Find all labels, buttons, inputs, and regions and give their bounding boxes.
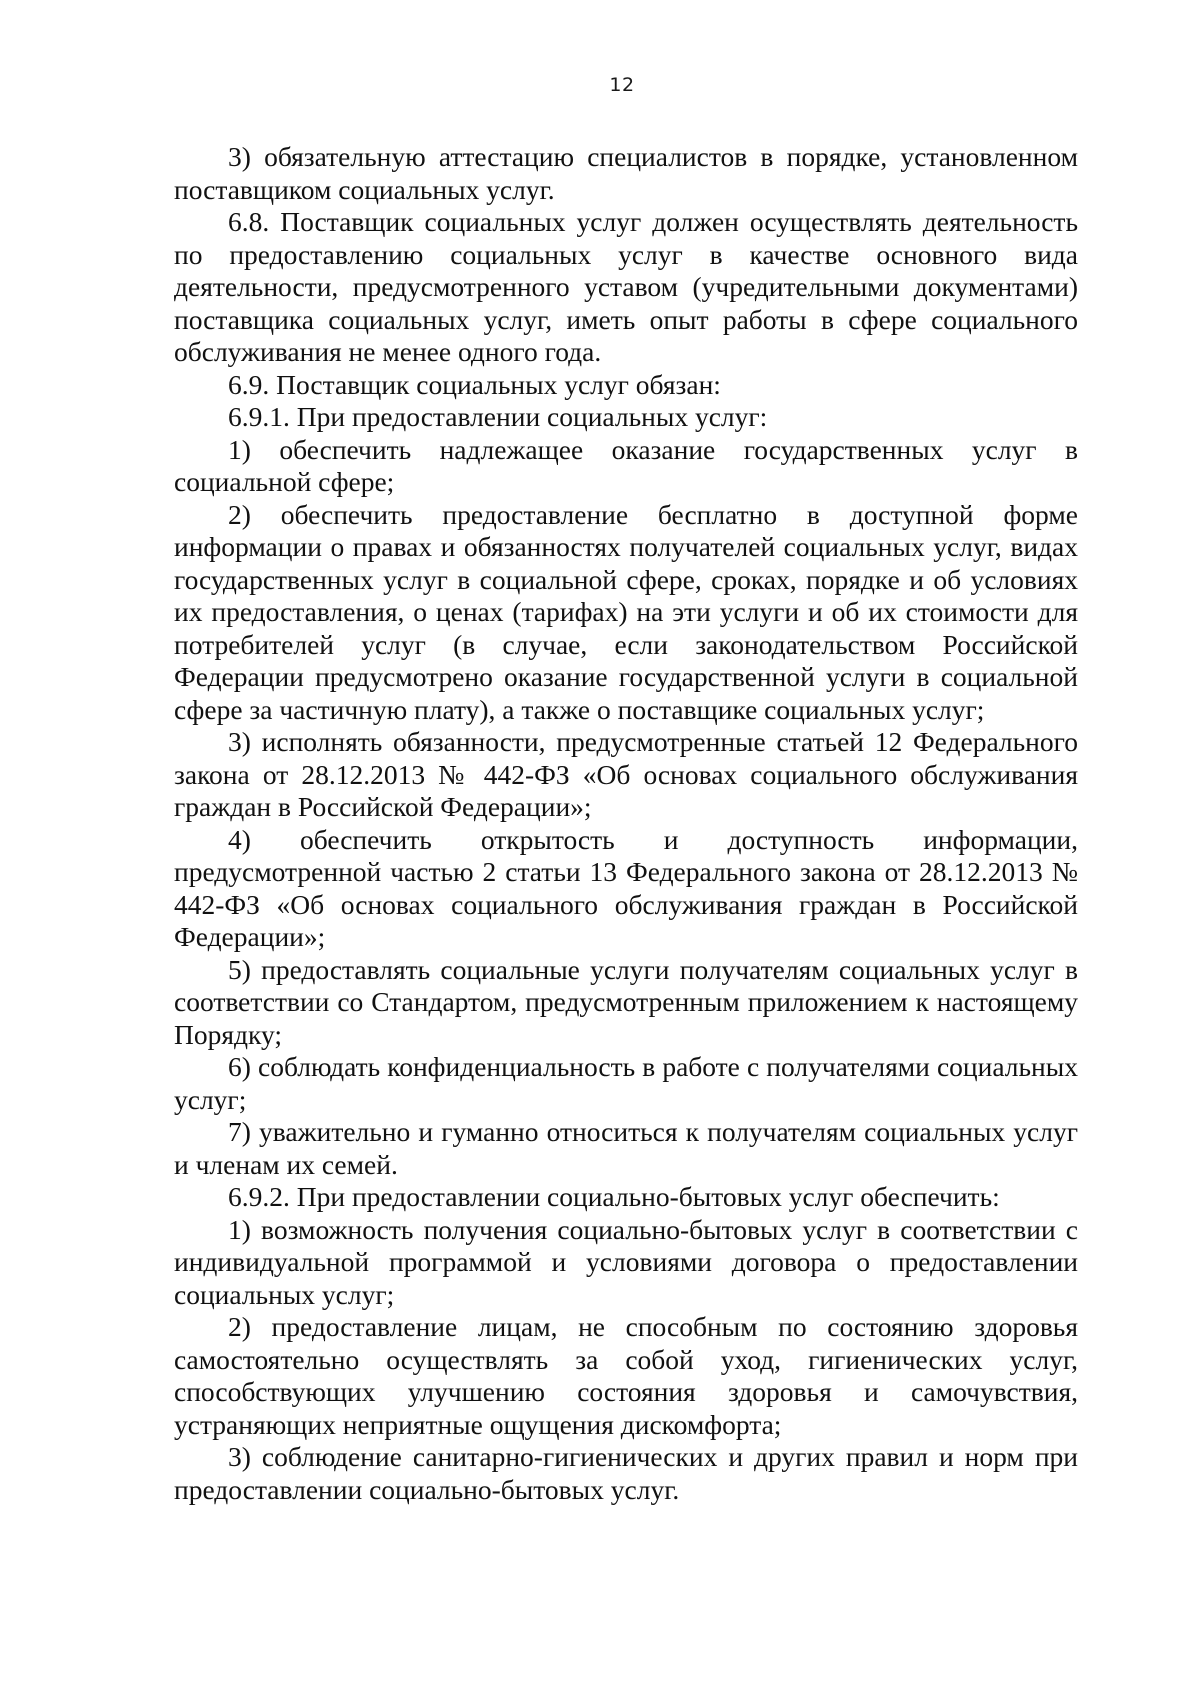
paragraph-6-9-1-item-4: 4) обеспечить открытость и доступность информации, предусмотренной частью 2 статьи 13 Федерального закона от 28.12.2013 № 442-ФЗ «Об основах социального обслуживания граждан в Российской Федерации»; [174, 823, 1078, 952]
paragraph-6-9-1: 6.9.1. При предоставлении социальных услуг: [228, 401, 768, 432]
paragraph-6-9-1-item-1: 1) обеспечить надлежащее оказание государственных услуг в социальной сфере; [174, 433, 1078, 497]
paragraph-6-9: 6.9. Поставщик социальных услуг обязан: [228, 368, 721, 400]
paragraph-6-8: 6.8. Поставщик социальных услуг должен осуществлять деятельность по предоставлению социальных услуг в качестве основного вида деятельности, предусмотренного уставом (учредительными документами) поставщика социальных услуг, иметь опыт работы в сфере социального обслуживания не менее одного года. [174, 206, 1078, 367]
paragraph-6-9-2: 6.9.2. При предоставлении социально-бытовых услуг обеспечить: [228, 1181, 1000, 1212]
paragraph-6-9-2-item-2: 2) предоставление лицам, не способным по состоянию здоровья самостоятельно осуществлять за собой уход, гигиенических услуг, способствующих улучшению состояния здоровья и самочувствия, устраняющих неприятные ощущения дискомфорта; [174, 1311, 1078, 1440]
paragraph-3-attestation: 3) обязательную аттестацию специалистов в порядке, установленном поставщиком социальных услуг. [174, 141, 1078, 205]
paragraph-6-9-2-item-3: 3) соблюдение санитарно-гигиенических и других правил и норм при предоставлении социально-бытовых услуг. [174, 1441, 1078, 1505]
paragraph-6-9-1-item-6: 6) соблюдать конфиденциальность в работе с получателями социальных услуг; [174, 1051, 1078, 1115]
document-body [174, 141, 1078, 1506]
page-number: 12 [609, 74, 635, 96]
paragraph-6-9-1-item-2: 2) обеспечить предоставление бесплатно в доступной форме информации о правах и обязанностях получателей социальных услуг, видах государственных услуг в социальной сфере, сроках, порядке и об условиях их предоставления, о ценах (тарифах) на эти услуги и об их стоимости для потребителей услуг (в случае, если законодательством Российской Федерации предусмотрено оказание государственной услуги в социальной сфере за частичную плату), а также о поставщике социальных услуг; [174, 498, 1078, 725]
paragraph-6-9-1-item-7: 7) уважительно и гуманно относиться к получателям социальных услуг и членам их семей. [174, 1116, 1078, 1180]
paragraph-6-9-1-item-5: 5) предоставлять социальные услуги получателям социальных услуг в соответствии со Стандартом, предусмотренным приложением к настоящему Порядку; [174, 953, 1078, 1050]
paragraph-6-9-2-item-1: 1) возможность получения социально-бытовых услуг в соответствии с индивидуальной программой и условиями договора о предоставлении социальных услуг; [174, 1213, 1078, 1310]
paragraph-6-9-1-item-3: 3) исполнять обязанности, предусмотренные статьей 12 Федерального закона от 28.12.2013 № 442-ФЗ «Об основах социального обслуживания граждан в Российской Федерации»; [174, 726, 1078, 822]
